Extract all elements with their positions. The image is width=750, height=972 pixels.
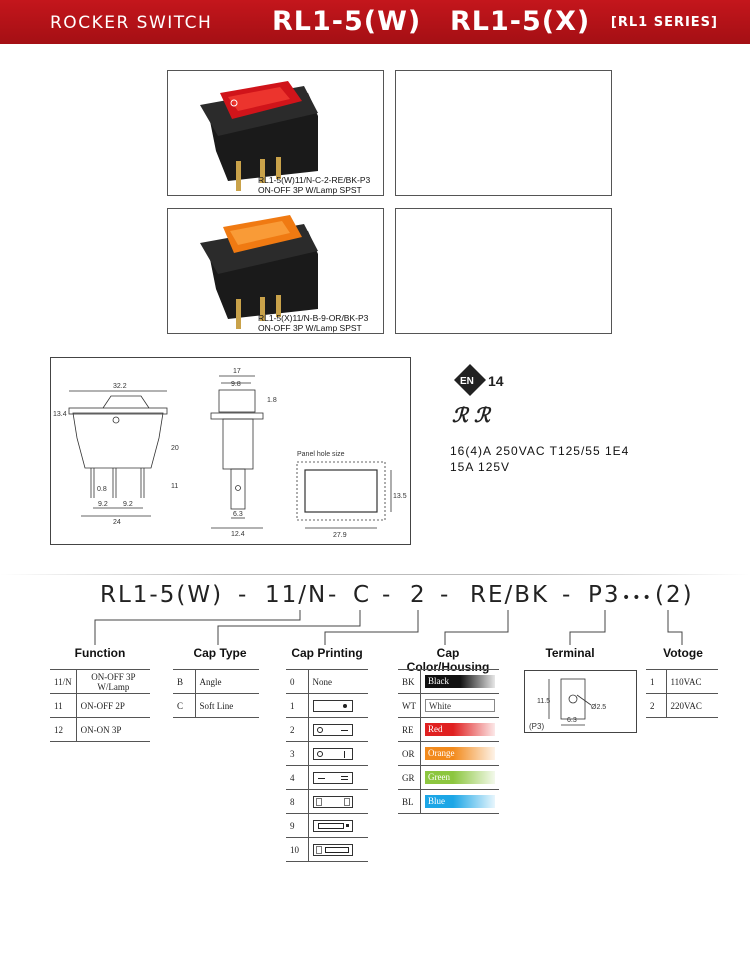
color-swatch: White	[425, 699, 495, 712]
product-photo-w	[167, 70, 384, 196]
product-code: RL1-5(X)11/N-B-9-OR/BK-P3	[258, 313, 369, 323]
dim-label: 9.2	[98, 501, 108, 508]
table-row	[646, 694, 718, 718]
code-sep: -	[440, 582, 451, 608]
code-sep: -	[238, 582, 249, 608]
table-row	[286, 766, 368, 790]
terminal-dim: 11.5	[537, 698, 551, 705]
dim-label: 17	[233, 368, 241, 375]
cap-printing-table	[286, 669, 368, 862]
table-row	[286, 838, 368, 862]
page-header	[0, 0, 750, 44]
rating-line-1: 16(4)A 250VAC T125/55 1E4	[450, 444, 630, 458]
header-model-x: RL1-5(X)	[450, 6, 591, 37]
cap-type-desc: Soft Line	[195, 694, 259, 718]
on-off-rect-symbol-icon	[313, 844, 353, 856]
code-voltage: (2)	[655, 582, 694, 608]
color-swatch: Orange	[425, 747, 495, 760]
rating-line-2: 15A 125V	[450, 460, 511, 474]
section-divider	[0, 574, 750, 575]
cap-type-desc: Angle	[195, 670, 259, 694]
code-cap-type: C	[353, 582, 372, 608]
printing-code: 3	[286, 742, 308, 766]
code-sep: -	[382, 582, 393, 608]
dim-label: 13.4	[53, 411, 67, 418]
enec-number: 14	[488, 373, 504, 389]
dim-label: 27.9	[333, 532, 347, 539]
code-connector-lines	[0, 600, 750, 650]
table-row	[398, 694, 499, 718]
dot-symbol-icon	[313, 700, 353, 712]
voltage-value: 220VAC	[666, 694, 718, 718]
terminal-dim: 6.3	[567, 717, 577, 724]
dim-label: 6.3	[233, 511, 243, 518]
function-title: Function	[74, 646, 126, 660]
product-photo-x	[167, 208, 384, 334]
code-cap-color: RE/BK	[470, 582, 550, 608]
printing-code: 1	[286, 694, 308, 718]
dim-label: 9.2	[123, 501, 133, 508]
table-row	[286, 670, 368, 694]
table-row	[286, 790, 368, 814]
table-row	[398, 718, 499, 742]
terminal-p3-icon	[525, 671, 638, 734]
color-swatch: Green	[425, 771, 495, 784]
header-series: [RL1 SERIES]	[610, 15, 718, 30]
code-sep: -	[562, 582, 573, 608]
terminal-label: (P3)	[529, 722, 545, 731]
product-desc: ON-OFF 3P W/Lamp SPST	[258, 323, 362, 333]
function-table	[50, 669, 150, 742]
dim-label: 13.5	[393, 493, 407, 500]
svg-text:EN: EN	[460, 376, 474, 387]
code-function: 11/N	[265, 582, 328, 608]
function-code: 11	[50, 694, 76, 718]
voltage-value: 110VAC	[666, 670, 718, 694]
panel-hole-label: Panel hole size	[297, 451, 345, 458]
rect-dot-symbol-icon	[313, 820, 353, 832]
function-desc: ON-OFF 3P W/Lamp	[76, 670, 150, 694]
dim-label: 20	[171, 445, 179, 452]
dimension-drawing	[50, 357, 411, 545]
svg-text:ℛ: ℛ	[474, 405, 490, 427]
cap-printing-title: Cap Printing	[291, 646, 363, 660]
code-ellipsis: •••	[622, 590, 653, 606]
circle-bar-symbol-icon	[313, 748, 353, 760]
dim-label: 32.2	[113, 383, 127, 390]
code-terminal: P3	[588, 582, 621, 608]
header-model-w: RL1-5(W)	[272, 6, 422, 37]
table-row	[286, 694, 368, 718]
dim-label: 24	[113, 519, 121, 526]
empty-photo-box	[395, 208, 612, 334]
color-code: GR	[398, 766, 421, 790]
table-row	[286, 742, 368, 766]
voltage-code: 2	[646, 694, 666, 718]
table-row	[398, 790, 499, 814]
terminal-dim: Ø2.5	[591, 704, 607, 711]
function-desc: ON-OFF 2P	[76, 694, 150, 718]
dash-equals-symbol-icon	[313, 772, 353, 784]
code-cap-printing: 2	[410, 582, 427, 608]
function-code: 12	[50, 718, 76, 742]
printing-code: 0	[286, 670, 308, 694]
printing-desc: None	[308, 670, 368, 694]
table-row	[173, 694, 259, 718]
cap-type-table	[173, 669, 259, 718]
color-swatch: Red	[425, 723, 495, 736]
cap-type-code: C	[173, 694, 195, 718]
printing-code: 10	[286, 838, 308, 862]
dim-label: 9.8	[231, 381, 241, 388]
table-row	[286, 814, 368, 838]
table-row	[50, 694, 150, 718]
printing-code: 8	[286, 790, 308, 814]
product-desc: ON-OFF 3P W/Lamp SPST	[258, 185, 362, 195]
table-row	[398, 742, 499, 766]
voltage-table	[646, 669, 718, 718]
terminal-drawing	[524, 670, 637, 733]
cap-type-title: Cap Type	[193, 646, 247, 660]
color-swatch: Blue	[425, 795, 495, 808]
dim-label: 1.8	[267, 397, 277, 404]
header-tag: ROCKER SWITCH	[50, 13, 213, 33]
function-code: 11/N	[50, 670, 76, 694]
empty-photo-box	[395, 70, 612, 196]
table-row	[50, 718, 150, 742]
table-row	[398, 670, 499, 694]
color-swatch: Black	[425, 675, 495, 688]
code-model: RL1-5(W)	[100, 582, 224, 608]
cap-type-code: B	[173, 670, 195, 694]
printing-code: 9	[286, 814, 308, 838]
color-code: RE	[398, 718, 421, 742]
on-off-text-symbol-icon	[313, 796, 353, 808]
product-code: RL1-5(W)11/N-C-2-RE/BK-P3	[258, 175, 371, 185]
cap-color-title: Cap Color/Housing	[406, 646, 490, 674]
terminal-title: Terminal	[545, 646, 595, 660]
printing-code: 2	[286, 718, 308, 742]
voltage-title: Votoge	[663, 646, 703, 660]
color-code: OR	[398, 742, 421, 766]
color-code: WT	[398, 694, 421, 718]
dim-label: 12.4	[231, 531, 245, 538]
color-code: BK	[398, 670, 421, 694]
voltage-code: 1	[646, 670, 666, 694]
cap-color-table	[398, 669, 499, 814]
dim-label: 0.8	[97, 486, 107, 493]
circle-dash-symbol-icon	[313, 724, 353, 736]
dimension-drawing-svg	[51, 358, 412, 546]
table-row	[646, 670, 718, 694]
code-sep: -	[328, 582, 339, 608]
color-code: BL	[398, 790, 421, 814]
table-row	[50, 670, 150, 694]
dim-label: 11	[171, 483, 179, 490]
function-desc: ON-ON 3P	[76, 718, 150, 742]
svg-text:ℛ: ℛ	[452, 405, 468, 427]
table-row	[173, 670, 259, 694]
table-row	[398, 766, 499, 790]
enec-logo	[450, 360, 530, 430]
printing-code: 4	[286, 766, 308, 790]
table-row	[286, 718, 368, 742]
